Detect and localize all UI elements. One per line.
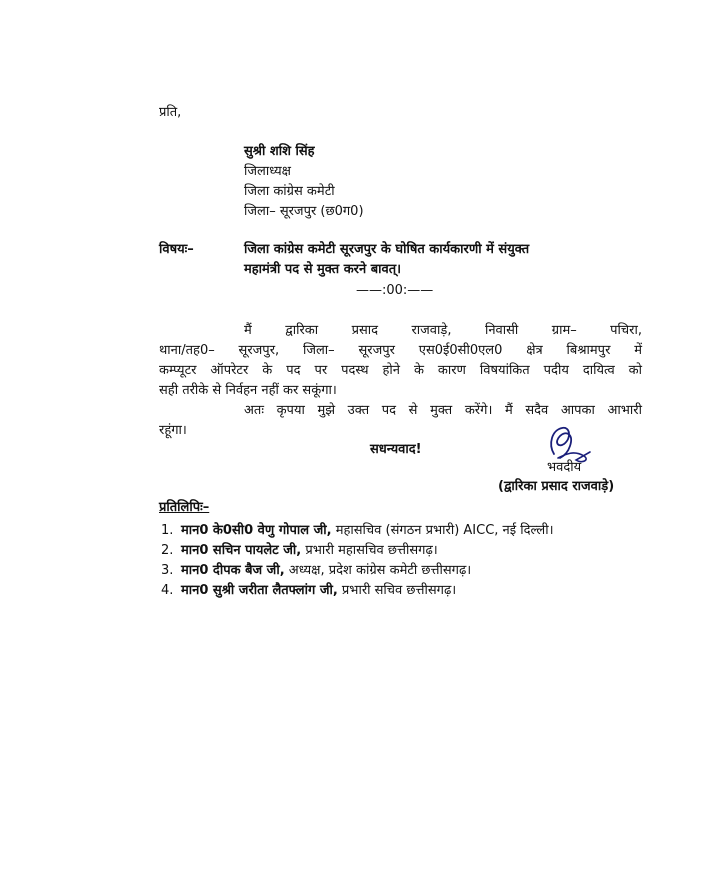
recipient-district: जिला– सूरजपुर (छ0ग0) bbox=[244, 204, 364, 219]
cc-item-name: मान0 सचिन पायलेट जी, bbox=[181, 543, 302, 558]
body-p1-line2: थाना/तह0– सूरजपुर, जिला– सूरजपुर एस0ई0सी0एल0 क्षेत्र बिश्रामपुर में bbox=[159, 343, 642, 358]
body-p1-line3: कम्प्यूटर ऑपरेटर के पद पर पदस्थ होने के कारण विषयांकित पदीय दायित्व को bbox=[159, 363, 642, 378]
thanks: सधन्यवाद! bbox=[370, 442, 422, 457]
cc-item bbox=[161, 562, 471, 579]
cc-item-role: महासचिव (संगठन प्रभारी) AICC, नई दिल्ली। bbox=[331, 523, 554, 538]
cc-item-name: मान0 सुश्री जरीता लैतफ्लांग जी, bbox=[181, 583, 338, 598]
cc-item-number: 4. bbox=[161, 583, 174, 598]
body-p2-line1: अतः कृपया मुझे उक्त पद से मुक्त करेंगे। मैं सदैव आपका आभारी bbox=[244, 403, 642, 418]
recipient-name: सुश्री शशि सिंह bbox=[244, 144, 315, 159]
cc-item-role: प्रभारी महासचिव छत्तीसगढ़। bbox=[301, 543, 438, 558]
body-p1-line1: मैं द्वारिका प्रसाद राजवाड़े, निवासी ग्राम– पचिरा, bbox=[244, 323, 642, 338]
cc-heading: प्रतिलिपिः– bbox=[159, 500, 210, 515]
subject-line-1: जिला कांग्रेस कमेटी सूरजपुर के घोषित कार्यकारणी में संयुक्त bbox=[244, 242, 530, 257]
separator: ——:00:—— bbox=[356, 283, 434, 298]
cc-item-name: मान0 के0सी0 वेणु गोपाल जी, bbox=[181, 523, 332, 538]
cc-item-number: 1. bbox=[161, 523, 174, 538]
cc-item bbox=[161, 582, 456, 599]
cc-item-number: 3. bbox=[161, 563, 174, 578]
recipient-org: जिला कांग्रेस कमेटी bbox=[244, 184, 335, 199]
salutation: प्रति, bbox=[159, 105, 182, 120]
cc-item-role: प्रभारी सचिव छत्तीसगढ़। bbox=[337, 583, 457, 598]
sender-name: (द्वारिका प्रसाद राजवाड़े) bbox=[498, 479, 615, 494]
cc-item-name: मान0 दीपक बैज जी, bbox=[181, 563, 285, 578]
cc-item-role: अध्यक्ष, प्रदेश कांग्रेस कमेटी छत्तीसगढ़। bbox=[284, 563, 472, 578]
subject-label: विषयः– bbox=[159, 242, 194, 257]
cc-item bbox=[161, 542, 438, 559]
closing: भवदीय bbox=[547, 460, 582, 475]
body-p2-line2: रहूंगा। bbox=[159, 423, 187, 438]
recipient-designation: जिलाध्यक्ष bbox=[244, 164, 291, 179]
cc-item bbox=[161, 522, 554, 539]
subject-line-2: महामंत्री पद से मुक्त करने बावत्। bbox=[244, 262, 402, 277]
body-p1-line4: सही तरीके से निर्वहन नहीं कर सकूंगा। bbox=[159, 383, 337, 398]
cc-item-number: 2. bbox=[161, 543, 174, 558]
